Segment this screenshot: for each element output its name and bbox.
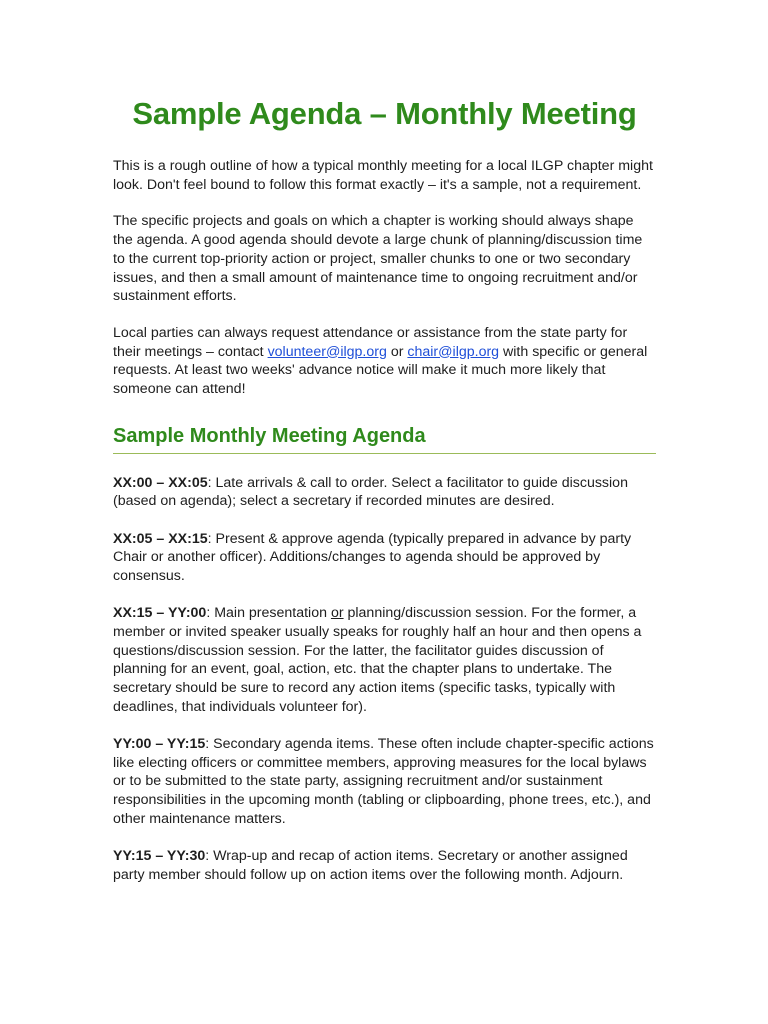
volunteer-email-link[interactable]: volunteer@ilgp.org	[267, 343, 387, 360]
agenda-item-text: : Secondary agenda items. These often include chapter-specific actions like electing officers or committee members, approving measures for the local bylaws or to be submitted to the state party, assigning recruitment and/or sustainment responsibilities in the upcoming month (tabling or clipboarding, phone trees, etc.), and other maintenance matters.	[113, 735, 654, 827]
intro-p3-text-before: Local parties can always request attendance or assistance from the state party for their meetings – contact	[113, 324, 628, 360]
agenda-item	[113, 530, 656, 586]
agenda-item	[113, 735, 656, 829]
chair-email-link[interactable]: chair@ilgp.org	[407, 343, 500, 360]
agenda-item-text: : Late arrivals & call to order. Select a facilitator to guide discussion (based on agenda); select a secretary if recorded minutes are desired.	[113, 474, 628, 510]
agenda-item	[113, 604, 656, 716]
page-title: Sample Agenda – Monthly Meeting	[132, 96, 637, 131]
intro-p3-text-after: with specific or general requests. At least two weeks' advance notice will make it much more likely that someone can attend!	[113, 343, 648, 398]
agenda-list	[113, 474, 656, 885]
agenda-item	[113, 474, 656, 511]
agenda-item-time: XX:05 – XX:15	[113, 530, 208, 547]
agenda-item-time: YY:15 – YY:30	[113, 847, 206, 864]
intro-paragraph-3	[113, 324, 656, 399]
agenda-item-text-continued: planning/discussion session. For the former, a member or invited speaker usually speaks for roughly half an hour and then opens a questions/discussion session. For the latter, the facilitator guides discussion of planning for an event, goal, action, etc. that the chapter plans to undertake. The secretary should be sure to record any action items (specific tasks, typically with deadlines, that individuals volunteer for).	[113, 605, 642, 715]
agenda-item-underlined-or: or	[330, 605, 344, 622]
intro-paragraph-1: This is a rough outline of how a typical monthly meeting for a local ILGP chapter might look. Don't feel bound to follow this format exactly – it's a sample, not a requirement.	[113, 158, 653, 193]
intro-paragraph-2: The specific projects and goals on which a chapter is working should always shape the agenda. A good agenda should devote a large chunk of planning/discussion time to the current top-priority action or project, smaller chunks to one or two secondary issues, and then a small amount of maintenance time to ongoing recruitment and/or sustainment efforts.	[113, 213, 643, 305]
agenda-item	[113, 847, 656, 884]
agenda-item-time: XX:15 – YY:00	[113, 605, 207, 622]
agenda-item-time: YY:00 – YY:15	[113, 735, 206, 752]
agenda-item-text: : Wrap-up and recap of action items. Secretary or another assigned party member should follow up on action items over the following month. Adjourn.	[113, 847, 628, 883]
agenda-heading: Sample Monthly Meeting Agenda	[113, 423, 656, 454]
agenda-item-time: XX:00 – XX:05	[113, 474, 208, 491]
intro-p3-text-or: or	[386, 343, 408, 360]
agenda-item-text: : Main presentation	[206, 605, 331, 622]
agenda-item-text: : Present & approve agenda (typically prepared in advance by party Chair or another officer). Additions/changes to agenda should be approved by consensus.	[113, 530, 632, 585]
